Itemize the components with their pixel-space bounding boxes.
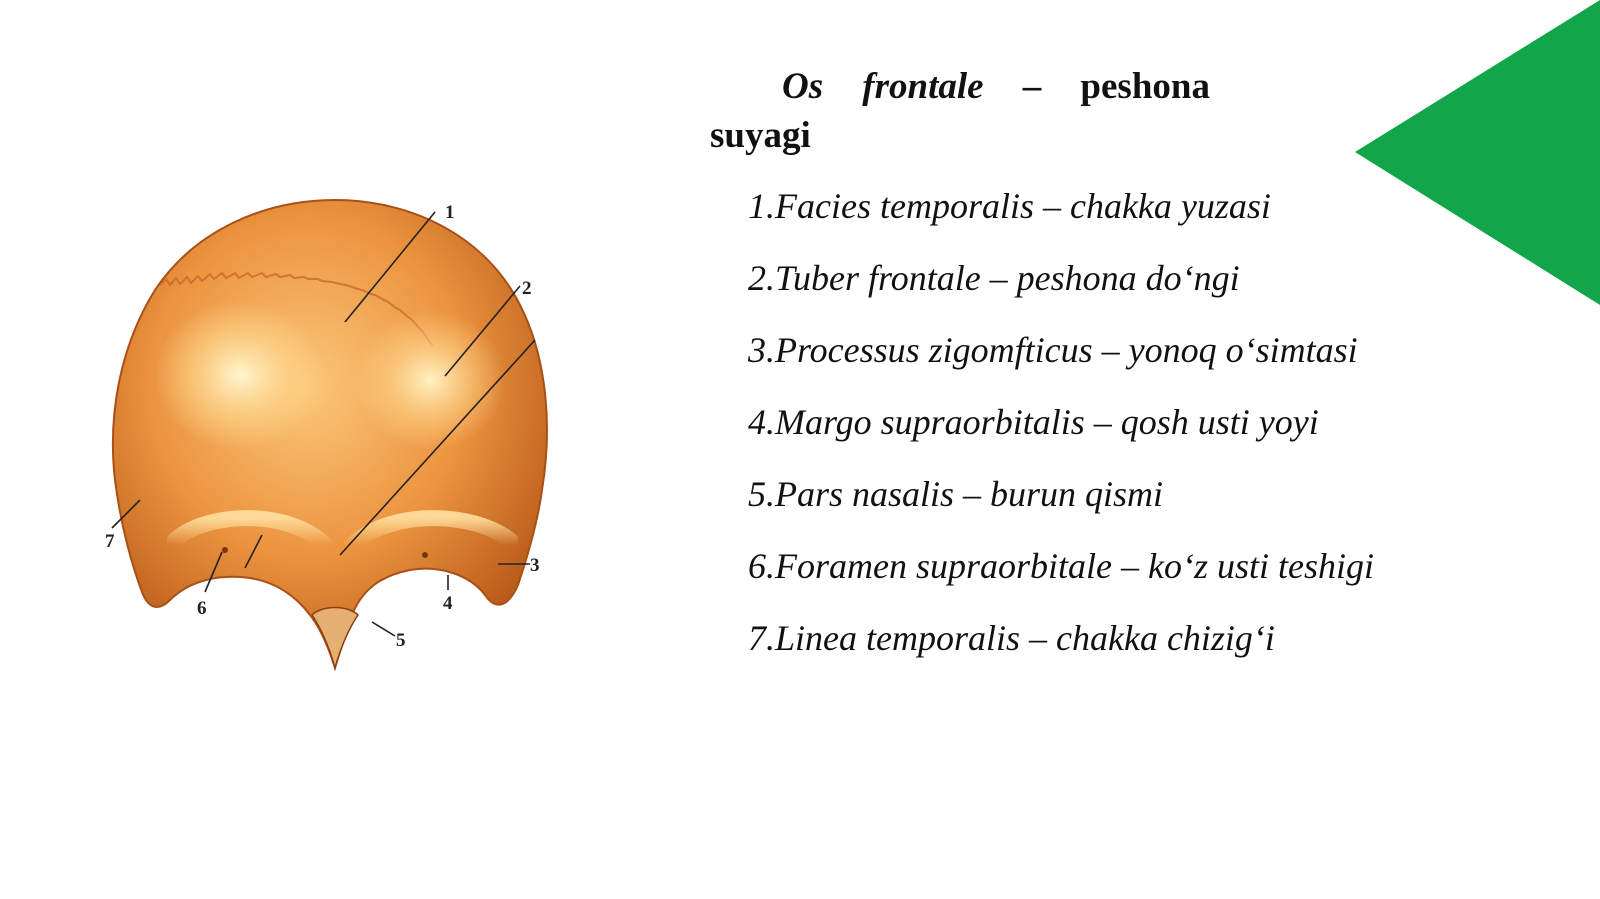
legend-item-7: 7.Linea temporalis – chakka chizig‘i (748, 618, 1275, 658)
callout-7: 7 (105, 531, 115, 552)
slide-title (710, 62, 1210, 160)
legend-item-2: 2.Tuber frontale – peshona do‘ngi (748, 258, 1240, 298)
callout-6: 6 (197, 598, 207, 619)
legend-item-6: 6.Foramen supraorbitale – ko‘z usti teshigi (748, 546, 1374, 586)
bone-shape (113, 200, 547, 668)
callout-4: 4 (443, 593, 453, 614)
callout-3: 3 (530, 555, 540, 576)
title-word-suyagi: suyagi (710, 115, 811, 156)
title-latin-os: Os (782, 66, 824, 107)
callout-1: 1 (445, 202, 455, 223)
title-latin-frontale: frontale (862, 66, 984, 107)
frontal-bone-figure (90, 190, 590, 690)
legend-item-1: 1.Facies temporalis – chakka yuzasi (748, 186, 1271, 226)
legend-item-3: 3.Processus zigomfticus – yonoq o‘simtasi (748, 330, 1358, 370)
title-dash: – (1022, 66, 1042, 107)
legend-item-5: 5.Pars nasalis – burun qismi (748, 474, 1164, 514)
legend-list (748, 184, 1568, 688)
callout-5: 5 (396, 630, 406, 651)
legend-item-4: 4.Margo supraorbitalis – qosh usti yoyi (748, 402, 1319, 442)
title-word-peshona: peshona (1080, 66, 1210, 107)
frontal-bone-illustration (90, 190, 590, 690)
callout-2: 2 (522, 278, 532, 299)
